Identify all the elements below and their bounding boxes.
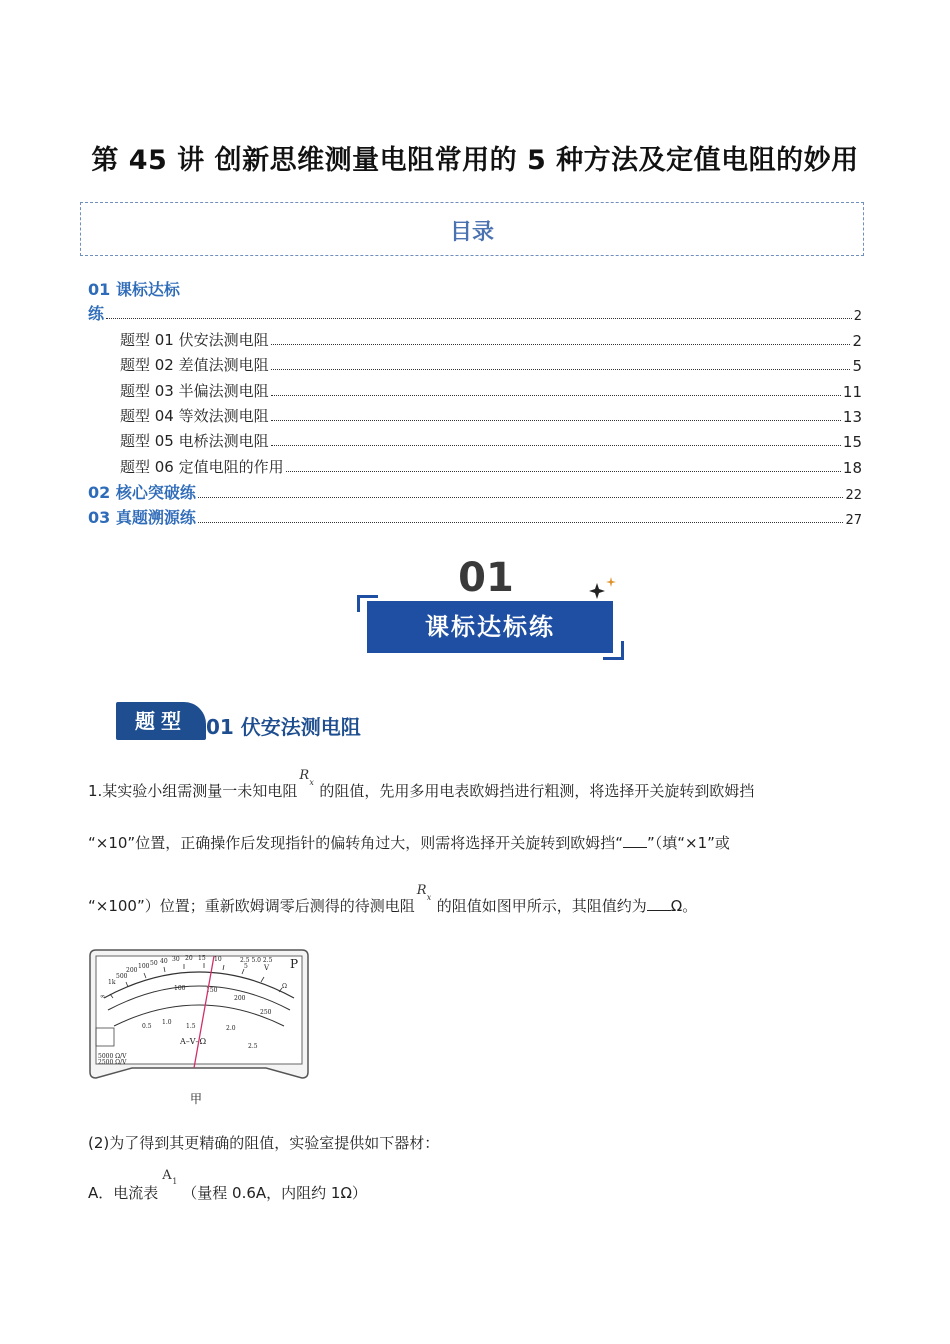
toc-leader xyxy=(198,522,844,523)
scale-label: ∞ xyxy=(100,993,105,1000)
scale-label: 30 xyxy=(172,956,180,963)
section-label-bar xyxy=(367,601,613,653)
toc-item[interactable] xyxy=(120,326,862,350)
toc-item-label: 题型 03 半偏法测电阻 xyxy=(120,382,269,400)
toc-page: 15 xyxy=(842,433,862,451)
toc-leader xyxy=(271,395,841,396)
scale-label: 1.0 xyxy=(162,1019,172,1026)
toc-item-label: 题型 02 差值法测电阻 xyxy=(120,356,269,374)
section-label: 课标达标练 xyxy=(425,613,555,641)
question-line-5 xyxy=(88,1168,367,1203)
toc-leader xyxy=(286,471,841,472)
variable-rx xyxy=(415,883,437,911)
var-r: R xyxy=(416,883,427,898)
toc-leader xyxy=(271,344,851,345)
toc-item-label: 题型 04 等效法测电阻 xyxy=(120,407,269,425)
spec-label: 5000 Ω/V xyxy=(98,1053,127,1060)
text: Ω。 xyxy=(670,897,698,915)
toc-item[interactable] xyxy=(120,351,862,375)
section-banner xyxy=(355,555,625,665)
volt-range-label: 2.5 5.0 2.5 xyxy=(240,957,273,964)
type-title: 01 伏安法测电阻 xyxy=(206,715,361,739)
scale-label: 40 xyxy=(160,958,168,965)
var-r: R xyxy=(299,768,310,783)
toc-heading-box xyxy=(80,202,864,256)
text: A．电流表 xyxy=(88,1184,159,1202)
scale-label: 15 xyxy=(198,955,206,962)
scale-label: 2.5 xyxy=(248,1043,258,1050)
scale-label: 500 xyxy=(116,973,128,980)
toc-section-1[interactable] xyxy=(88,300,862,324)
v-mark: V xyxy=(264,964,270,972)
toc-page: 2 xyxy=(853,309,862,324)
text: 1.某实验小组需测量一未知电阻 xyxy=(88,782,298,800)
text: “×10”位置，正确操作后发现指针的偏转角过大，则需将选择开关旋转到欧姆挡“ xyxy=(88,834,623,852)
scale-label: 0.5 xyxy=(142,1023,152,1030)
text: ”（填“×1”或 xyxy=(646,834,730,852)
toc-page: 22 xyxy=(845,488,862,503)
scale-label: 150 xyxy=(206,987,218,994)
scale-label: 200 xyxy=(126,967,138,974)
ohm-label: Ω xyxy=(282,983,287,990)
scale-label: 1k xyxy=(108,979,116,986)
question-line-4: (2)为了得到其更精确的阻值，实验室提供如下器材： xyxy=(88,1134,440,1152)
toc-item-label: 题型 01 伏安法测电阻 xyxy=(120,331,269,349)
type-badge-label: 题型 xyxy=(135,709,187,733)
toc-page: 27 xyxy=(845,513,862,528)
spec-label: 2500 Ω/V xyxy=(98,1059,127,1066)
var-a: A xyxy=(162,1168,172,1183)
toc-item[interactable] xyxy=(120,377,862,401)
text: 的阻值如图甲所示，其阻值约为 xyxy=(436,897,647,915)
toc-leader xyxy=(271,445,841,446)
scale-label: 100 xyxy=(138,963,150,970)
sparkle-icon xyxy=(589,577,619,601)
scale-label: 100 xyxy=(174,985,186,992)
variable-a1 xyxy=(158,1168,182,1198)
var-x: x xyxy=(309,778,314,787)
toc-leader xyxy=(198,497,844,498)
toc-section-3[interactable] xyxy=(88,504,862,528)
toc-page: 18 xyxy=(842,459,862,477)
toc-page: 2 xyxy=(852,332,862,350)
toc-section-3-label: 03 真题溯源练 xyxy=(88,508,196,527)
toc-leader xyxy=(271,369,851,370)
toc-section-2[interactable] xyxy=(88,479,862,503)
toc-item[interactable] xyxy=(120,427,862,451)
model-label: P xyxy=(290,957,299,971)
section-number: 01 xyxy=(458,555,514,601)
bracket-corner xyxy=(603,641,624,660)
text: （量程 0.6A，内阻约 1Ω） xyxy=(182,1184,367,1202)
toc-item[interactable] xyxy=(120,453,862,477)
toc-page: 13 xyxy=(842,408,862,426)
center-label: A–V–Ω xyxy=(180,1037,207,1046)
question-line-2 xyxy=(88,832,730,853)
scale-label: 5 xyxy=(244,963,248,970)
var-1: 1 xyxy=(172,1177,178,1186)
text: “×100”）位置；重新欧姆调零后测得的待测电阻 xyxy=(88,897,415,915)
scale-label: 1.5 xyxy=(186,1023,196,1030)
question-line-1 xyxy=(88,768,755,801)
scale-label: 10 xyxy=(214,956,222,963)
question-line-3 xyxy=(88,883,698,916)
toc-item-label: 题型 05 电桥法测电阻 xyxy=(120,432,269,450)
type-badge xyxy=(116,702,206,740)
variable-rx xyxy=(297,768,319,796)
toc-item-label: 题型 06 定值电阻的作用 xyxy=(120,458,284,476)
toc-leader xyxy=(271,420,841,421)
multimeter-figure xyxy=(86,948,312,1082)
scale-label: 2.0 xyxy=(226,1025,236,1032)
toc-leader xyxy=(106,318,852,319)
scale-label: 250 xyxy=(260,1009,272,1016)
scale-label: 20 xyxy=(185,955,193,962)
toc-page: 11 xyxy=(842,383,862,401)
answer-blank[interactable] xyxy=(623,834,647,848)
toc-section-1-line1[interactable]: 01 课标达标 xyxy=(88,280,180,299)
toc-section-2-label: 02 核心突破练 xyxy=(88,483,196,502)
var-x: x xyxy=(426,893,432,902)
toc-heading: 目录 xyxy=(449,220,494,245)
answer-blank[interactable] xyxy=(647,897,671,911)
toc-section-1-line2: 练 xyxy=(88,304,105,323)
scale-label: 50 xyxy=(150,960,158,967)
figure-caption: 甲 xyxy=(190,1092,203,1106)
toc-item[interactable] xyxy=(120,402,862,426)
toc-page: 5 xyxy=(852,357,862,375)
scale-label: 200 xyxy=(234,995,246,1002)
page-title: 第 45 讲 创新思维测量电阻常用的 5 种方法及定值电阻的妙用 xyxy=(91,145,859,176)
text: 的阻值，先用多用电表欧姆挡进行粗测，将选择开关旋转到欧姆挡 xyxy=(319,782,755,800)
